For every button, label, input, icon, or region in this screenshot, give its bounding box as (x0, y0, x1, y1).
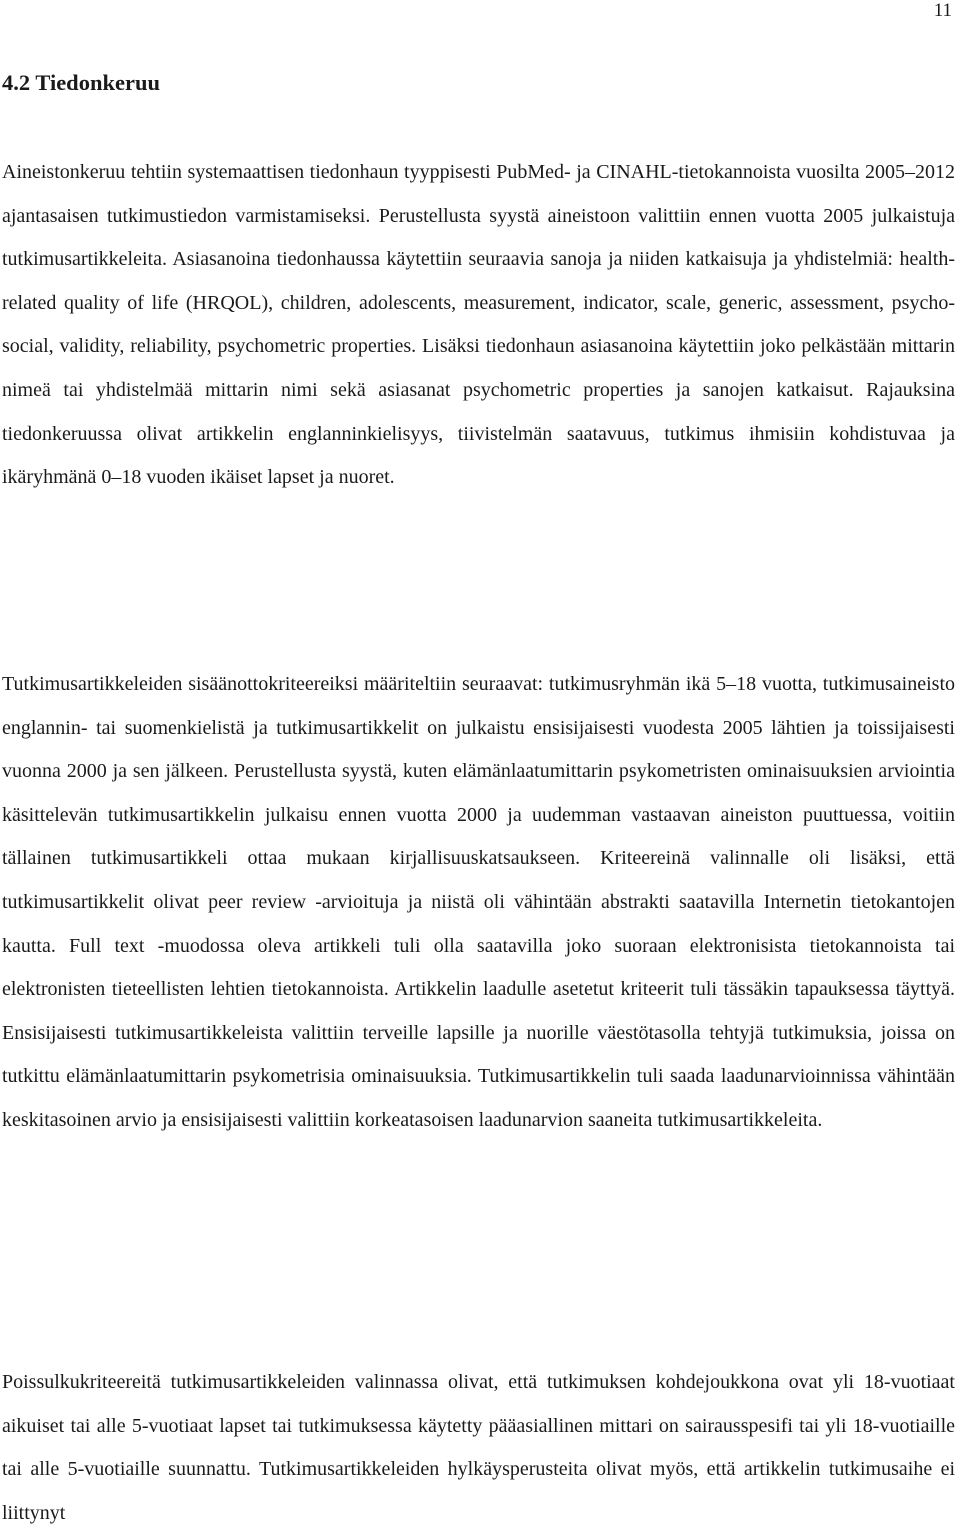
paragraph-data-collection: Aineistonkeruu tehtiin systemaattisen tiedonhaun tyyppisesti PubMed- ja CINAHL-tietokannoista vuosilta 2005–2012 ajantasaisen tutkimustiedon varmistamiseksi. Perustellusta syystä aineistoon valittiin ennen vuotta 2005 julkaistuja tutkimusartikkeleita. Asiasanoina tiedonhaussa käytettiin seuraavia sanoja ja niiden katkaisuja ja yhdistelmiä: health-related quality of life (HRQOL), children, adolescents, measurement, indicator, scale, generic, assessment, psycho-social, validity, reliability, psychometric properties. Lisäksi tiedonhaun asiasanoina käytettiin joko pelkästään mittarin nimeä tai yhdistelmää mittarin nimi sekä asiasanat psychometric properties ja sanojen katkaisut. Rajauksina tiedonkeruussa olivat artikkelin englanninkielisyys, tiivistelmän saatavuus, tutkimus ihmisiin kohdistuvaa ja ikäryhmänä 0–18 vuoden ikäiset lapset ja nuoret. (2, 161, 955, 489)
page-number: 11 (933, 0, 952, 21)
paragraph-exclusion-criteria: Poissulkukriteereitä tutkimusartikkeleiden valinnassa olivat, että tutkimuksen kohdejoukkona ovat yli 18-vuotiaat aikuiset tai alle 5-vuotiaat lapset tai tutkimuksessa käytetty pääasiallinen mittari on sairausspesifi tai yli 18-vuotiaille tai alle 5-vuotiaille suunnattu. Tutkimusartikkeleiden hylkäysperusteita olivat myös, että artikkelin tutkimusaihe ei liittynyt (2, 1371, 955, 1524)
paragraph-inclusion-criteria: Tutkimusartikkeleiden sisäänottokriteereiksi määriteltiin seuraavat: tutkimusryhmän ikä 5–18 vuotta, tutkimusaineisto englannin- tai suomenkielistä ja tutkimusartikkelit on julkaistu ensisijaisesti vuodesta 2005 lähtien ja toissijaisesti vuonna 2000 ja sen jälkeen. Perustellusta syystä, kuten elämänlaatumittarin psykometristen ominaisuuksien arviointia käsittelevän tutkimusartikkelin julkaisu ennen vuotta 2000 ja uudemman vastaavan aineiston puuttuessa, voitiin tällainen tutkimusartikkeli ottaa mukaan kirjallisuuskatsaukseen. Kriteereinä valinnalle oli lisäksi, että tutkimusartikkelit olivat peer review -arvioituja ja niistä oli vähintään abstrakti saatavilla Internetin tietokantojen kautta. Full text -muodossa oleva artikkeli tuli olla saatavilla joko suoraan elektronisista tietokannoista tai elektronisten tieteellisten lehtien tietokannoista. Artikkelin laadulle asetetut kriteerit tuli tässäkin tapauksessa täyttyä. Ensisijaisesti tutkimusartikkeleista valittiin terveille lapsille ja nuorille väestötasolla tehtyjä tutkimuksia, joissa on tutkittu elämänlaatumittarin psykometrisia ominaisuuksia. Tutkimusartikkelin tuli saada laadunarvioinnissa vähintään keskitasoinen arvio ja ensisijaisesti valittiin korkeatasoisen laadunarvion saaneita tutkimusartikkeleita. (2, 673, 955, 1131)
section-heading: 4.2 Tiedonkeruu (2, 70, 160, 95)
